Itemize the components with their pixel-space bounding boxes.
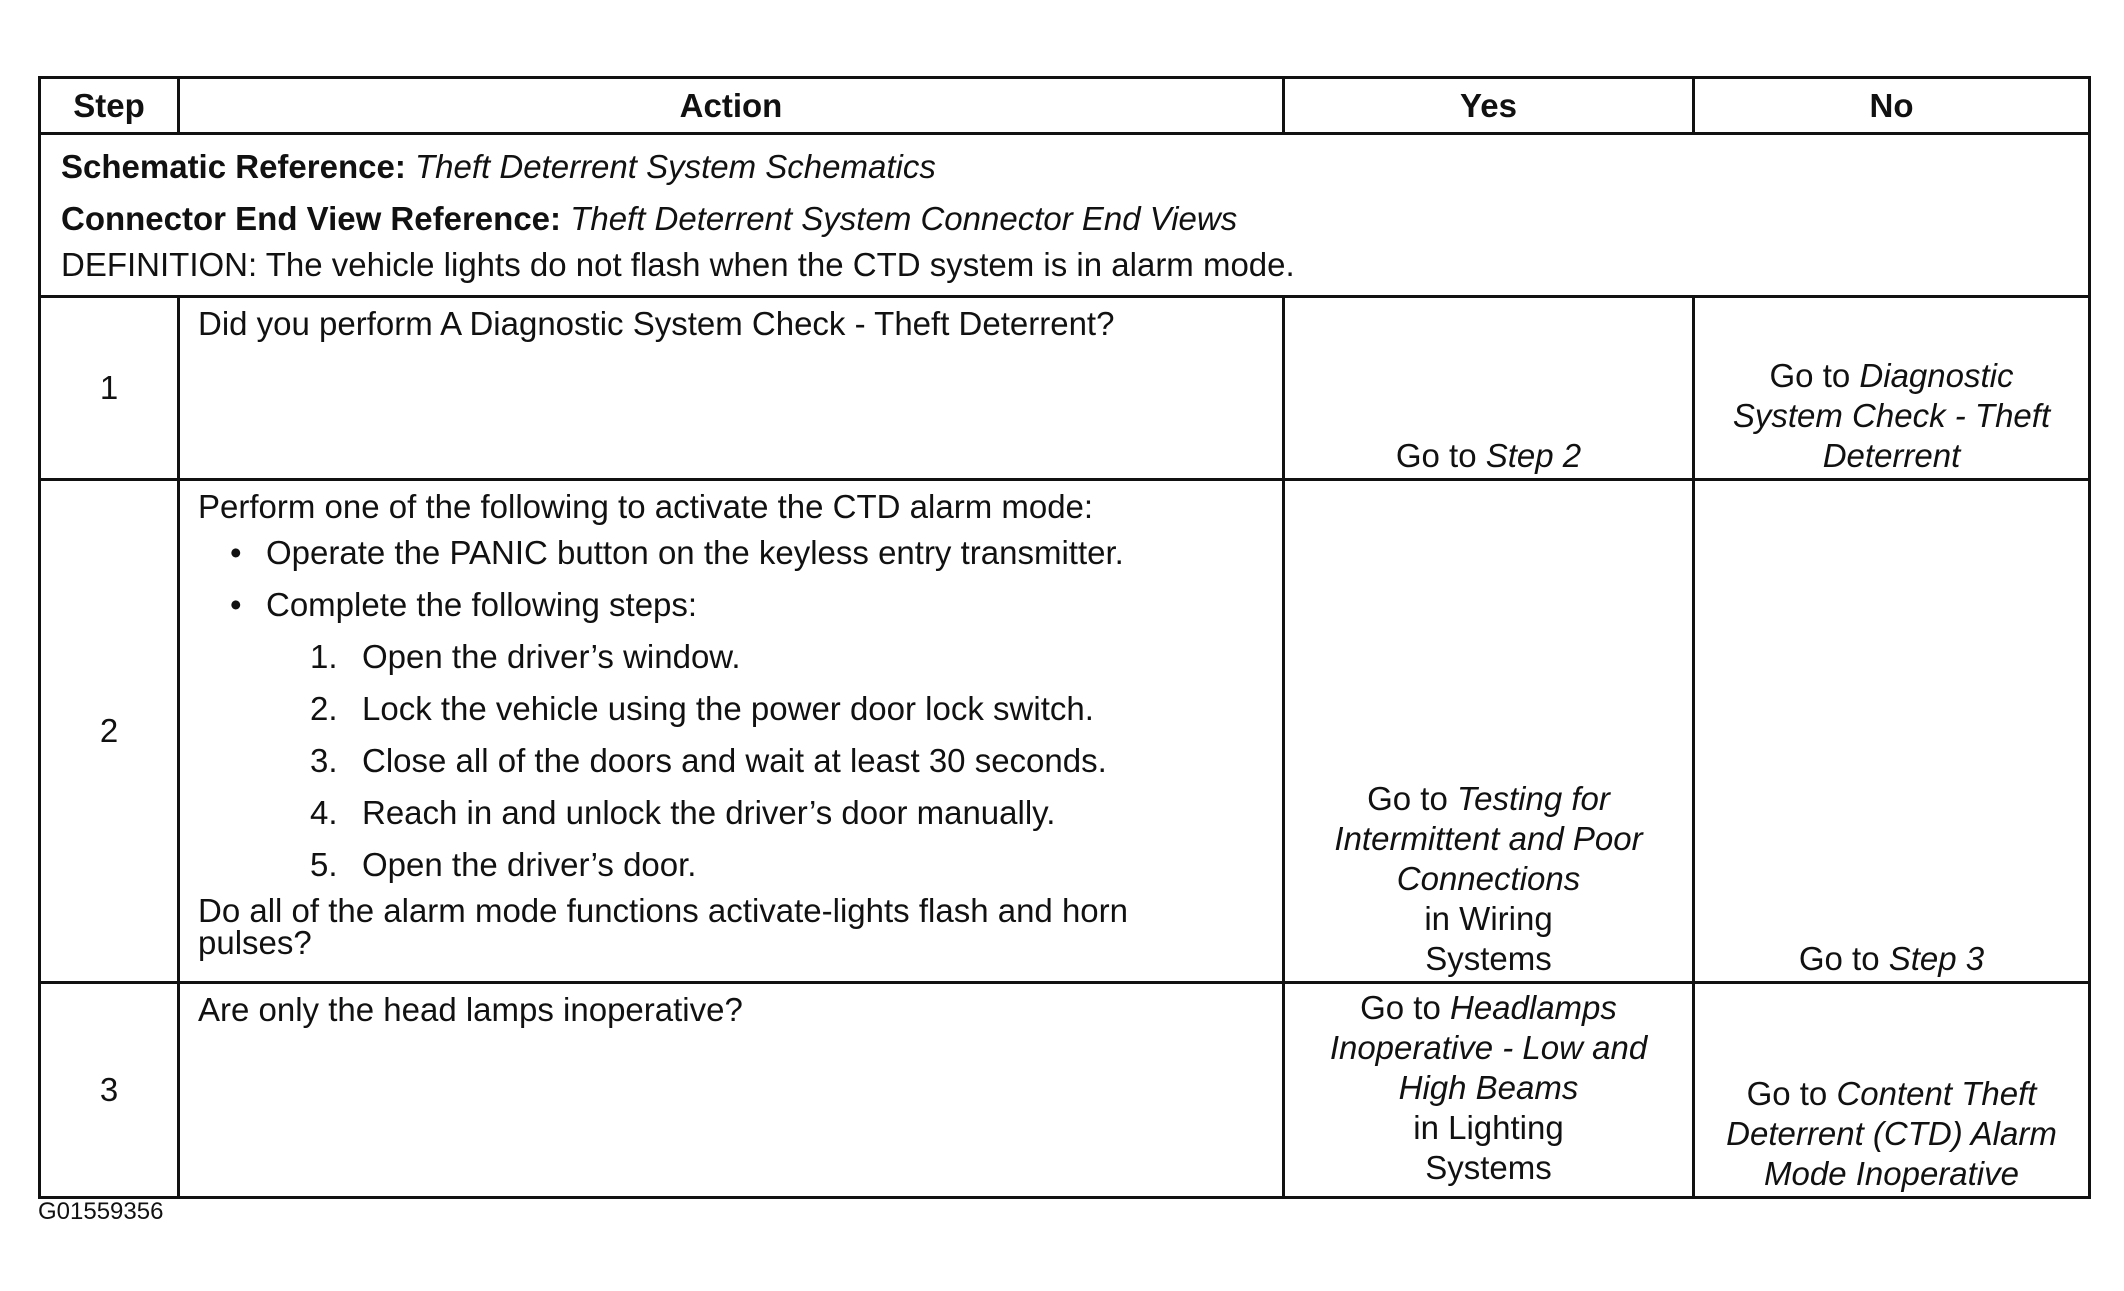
- yes-link[interactable]: Step 2: [1485, 437, 1582, 474]
- yes-prefix: Go to: [1367, 780, 1448, 817]
- no-link[interactable]: Diagnostic: [1859, 357, 2014, 394]
- no-prefix: Go to: [1769, 357, 1851, 394]
- bullet-icon: •: [230, 586, 242, 623]
- substep-item: 5. Open the driver’s door.: [310, 846, 697, 883]
- connector-reference-link[interactable]: Theft Deterrent System Connector End Views: [570, 200, 1238, 237]
- substep-item: 2. Lock the vehicle using the power door lock switch.: [310, 690, 1094, 727]
- table-row: [40, 297, 2090, 480]
- no-link-line[interactable]: Deterrent: [1822, 437, 1961, 474]
- substep-item: 3. Close all of the doors and wait at least 30 seconds.: [310, 742, 1107, 779]
- action-intro: Perform one of the following to activate the CTD alarm mode:: [198, 488, 1094, 525]
- definition-text: DEFINITION: The vehicle lights do not flash when the CTD system is in alarm mode.: [61, 246, 1295, 283]
- bullet-item: • Complete the following steps:: [198, 579, 1264, 631]
- yes-suffix: in Wiring: [1424, 900, 1553, 937]
- substep-item: 1. Open the driver’s window.: [310, 638, 741, 675]
- figure-id: G01559356: [38, 1198, 164, 1225]
- no-link[interactable]: Step 3: [1888, 940, 1985, 977]
- no-prefix: Go to: [1746, 1075, 1828, 1112]
- schematic-reference-label: Schematic Reference:: [61, 148, 406, 185]
- yes-suffix: Systems: [1425, 1149, 1552, 1186]
- yes-link-line[interactable]: Inoperative - Low and: [1329, 1029, 1648, 1066]
- no-result: [1694, 480, 2090, 983]
- yes-link-line[interactable]: Intermittent and Poor: [1334, 820, 1643, 857]
- action-question: Do all of the alarm mode functions activate-lights flash and horn pulses?: [198, 892, 1128, 961]
- reference-row: [40, 134, 2090, 297]
- connector-reference: [61, 193, 2068, 245]
- yes-link-line[interactable]: High Beams: [1398, 1069, 1579, 1106]
- no-prefix: Go to: [1798, 940, 1880, 977]
- header-step: Step: [40, 78, 179, 134]
- bullet-icon: •: [230, 534, 242, 571]
- yes-suffix: in Lighting: [1413, 1109, 1564, 1146]
- step-number: 2: [40, 480, 179, 983]
- substep-item: 4. Reach in and unlock the driver’s door manually.: [310, 794, 1056, 831]
- yes-prefix: Go to: [1360, 989, 1441, 1026]
- no-result: [1694, 983, 2090, 1198]
- schematic-reference: [61, 141, 2068, 193]
- yes-link-line[interactable]: Connections: [1396, 860, 1581, 897]
- bullet-item: • Operate the PANIC button on the keyless entry transmitter.: [198, 527, 1264, 579]
- yes-result: [1284, 480, 1694, 983]
- yes-link[interactable]: Headlamps: [1449, 989, 1617, 1026]
- no-link-line[interactable]: Deterrent (CTD) Alarm: [1726, 1115, 2057, 1152]
- no-link[interactable]: Content Theft: [1836, 1075, 2037, 1112]
- yes-result: [1284, 983, 1694, 1198]
- step-number: 1: [40, 297, 179, 480]
- header-yes: Yes: [1284, 78, 1694, 134]
- table-row: [40, 480, 2090, 983]
- no-link-line[interactable]: Mode Inoperative: [1764, 1155, 2019, 1192]
- no-link-line[interactable]: System Check - Theft: [1732, 397, 2051, 434]
- table-row: [40, 983, 2090, 1198]
- diagnostic-table: [38, 76, 2091, 1199]
- yes-suffix: Systems: [1425, 940, 1552, 977]
- no-result: [1694, 297, 2090, 480]
- yes-result: [1284, 297, 1694, 480]
- connector-reference-label: Connector End View Reference:: [61, 200, 562, 237]
- header-action: Action: [179, 78, 1284, 134]
- schematic-reference-link[interactable]: Theft Deterrent System Schematics: [415, 148, 936, 185]
- reference-cell: [40, 134, 2090, 297]
- action-cell: [179, 480, 1284, 983]
- action-text: Are only the head lamps inoperative?: [179, 983, 1284, 1198]
- action-text: Did you perform A Diagnostic System Check - Theft Deterrent?: [179, 297, 1284, 480]
- step-number: 3: [40, 983, 179, 1198]
- yes-prefix: Go to: [1395, 437, 1477, 474]
- yes-link[interactable]: Testing for: [1457, 780, 1610, 817]
- header-no: No: [1694, 78, 2090, 134]
- header-row: [40, 78, 2090, 134]
